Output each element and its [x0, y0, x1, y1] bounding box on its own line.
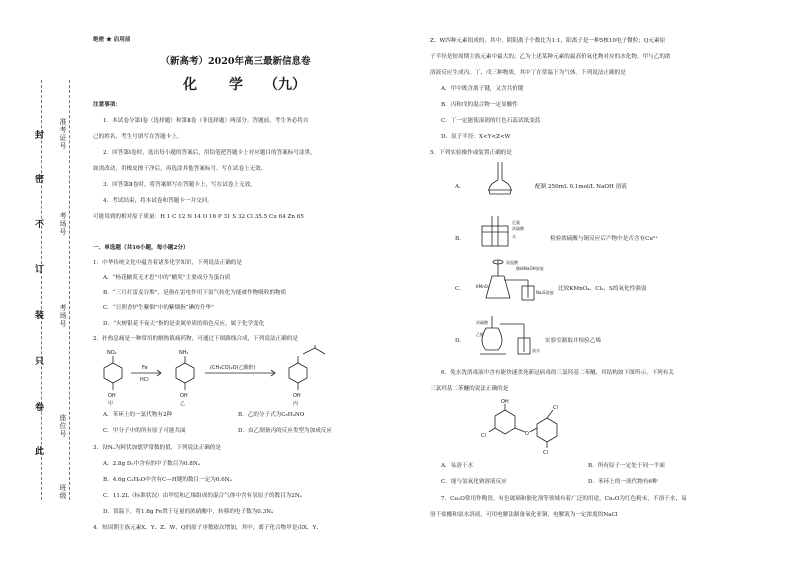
secret-mark: 绝密 ★ 启用前: [93, 37, 131, 43]
atom-label: O: [525, 431, 529, 437]
volumetric-flask-icon: [480, 160, 520, 200]
binding-char: 不: [35, 220, 45, 230]
ethylene-apparatus-icon: [476, 312, 546, 358]
question-line: 2．扑热息痛是一种常用的解热镇痛药物，可通过下图路线合成，下列说法正确的是: [93, 336, 298, 342]
notes-heading: 注意事项：: [93, 102, 121, 108]
option-line: C．丁一定能使湿润的红色石蕊试纸变蓝: [441, 118, 541, 124]
option-line: A．苯环上的一氯代物有2种: [103, 412, 173, 418]
option-letter: D．: [455, 338, 466, 344]
apparatus-label: 水: [512, 234, 516, 239]
synthesis-scheme: [93, 345, 383, 407]
question-line: Z、W四种元素组成的，其中，阴阳离子个数比为1:1，阳离子是一种5核10电子微粒；Q元素原: [430, 38, 666, 44]
binding-char: 订: [35, 265, 45, 275]
question-line: 4．短周期主族元素X、Y、Z、W、Q的原子序数依次增加，其中，离子化合物甲是由X、Y、: [93, 525, 322, 531]
option-line: A．甲中既含离子键，又含共价键: [441, 86, 524, 92]
substituent-label: NO₂: [107, 350, 117, 356]
field-label: 准考证号: [59, 118, 67, 150]
note-line: 3．回答第Ⅱ卷时，将答案填写在答题卡上，写在试卷上无效。: [103, 182, 256, 188]
atom-label: Cl: [481, 433, 486, 439]
binding-char: 只: [35, 357, 45, 367]
note-line: 4．考试结束，将本试卷和答题卡一并交回。: [103, 198, 213, 204]
option-line: C．能与氢氧化钠溶液反应: [441, 479, 507, 485]
apparatus-label: 浓硫酸: [512, 226, 524, 231]
option-text: 配制 250mL 0.1mol/L NaOH 溶液: [535, 184, 627, 190]
apparatus-label: 足量: [512, 220, 520, 225]
apparatus-label: KMnO₄: [476, 284, 490, 289]
option-line: C．“日照香炉生紫烟”中的紫烟指“碘的升华”: [103, 305, 214, 311]
binding-dash-right: [69, 80, 70, 500]
binding-char: 此: [35, 447, 45, 457]
note-line: 1．本试卷分第Ⅰ卷（选择题）和第Ⅱ卷（非选择题）两部分。答题前，考生务必将自: [103, 118, 309, 124]
question-line: 1．中华传统文化中蕴含着诸多化学知识，下列说法正确的是: [93, 260, 242, 266]
apparatus-label: 溴水: [532, 348, 540, 353]
compound-label: 甲: [108, 401, 114, 407]
reagent-label: Fe: [142, 365, 148, 371]
triclosan-structure: [475, 396, 585, 456]
binding-char: 封: [35, 131, 45, 141]
paper-title: （新高考）2020年高三最新信息卷: [160, 56, 311, 67]
option-line: B．4.6g C₂H₆O中含有C—H键的数目一定为0.6Nₐ: [103, 477, 232, 483]
question-line: 6．免水洗消毒液中含有能快速杀死新冠病毒的三氯羟基二苯醚，其结构如下图所示。下列有关: [441, 370, 674, 376]
atom-label: OH: [501, 399, 509, 405]
option-line: B．乙的分子式为C₈H₉NO: [238, 412, 305, 418]
question-line: 3．设Nₐ为阿伏加德罗常数的值，下列说法正确的是: [93, 445, 222, 451]
substituent-label: OH: [108, 393, 116, 399]
field-label: 座位号: [59, 414, 67, 438]
field-label: 考场号: [59, 304, 67, 328]
question-line: 溶于盐酸和氨水溶液，可用电解法制备氧化亚铜，电解液为一定浓度的NaCl: [430, 512, 618, 518]
subject-number: （九）: [264, 77, 306, 93]
gas-generation-apparatus-icon: [476, 258, 556, 304]
option-line: A．易溶于水: [441, 463, 474, 469]
question-line: 5．下列实验操作或装置正确的是: [430, 150, 512, 156]
option-line: A．2.8g D₂中含有的中子数目为0.8Nₐ: [103, 461, 200, 467]
binding-dash-left: [41, 80, 42, 500]
binding-char: 密: [35, 175, 45, 185]
option-line: B．“三月打雷麦谷堆”，是指在雷电作用下氮气转化为能被作物吸收的物质: [103, 290, 287, 296]
question-line: 子半径是短周期主族元素中最大的；乙为上述某种元素的最高价氧化物对应的水化物，甲与乙的浓: [430, 54, 671, 60]
note-line: 如需改动，用橡皮擦干净后，再选涂其他答案标号。写在试卷上无效。: [93, 166, 267, 172]
test-tube-apparatus-icon: [478, 212, 548, 252]
substituent-label: OH: [180, 393, 188, 399]
subject-char: 学: [229, 77, 243, 93]
apparatus-label: 浓盐酸: [506, 260, 518, 265]
note-line: 2．回答第Ⅰ卷时，选出每小题的答案后，用铅笔把答题卡上对应题目的答案标号涂黑，: [103, 150, 316, 156]
option-line: D．“火树银花不夜天”指的是金属单质的焰色反应，属于化学变化: [103, 321, 265, 327]
option-line: D．苯环上的一溴代物有6种: [588, 479, 658, 485]
option-line: D．常温下，将1.8g Fe置于足量的浓硝酸中，转移的电子数为0.3Nₐ: [103, 509, 274, 515]
field-label: 考场号: [59, 212, 67, 236]
option-line: B．所有原子一定处于同一平面: [588, 463, 665, 469]
option-text: 实验室制取并检验乙烯: [545, 338, 601, 344]
option-line: B．丙和戊的混合物一定显酸性: [441, 102, 518, 108]
option-letter: C．: [455, 286, 465, 292]
option-letter: B．: [455, 236, 465, 242]
binding-char: 装: [35, 311, 45, 321]
question-line: 三氯羟基二苯醚的说法正确的是: [430, 386, 509, 392]
reagent-label: (CH₃CO)₂O(乙酸酐): [210, 365, 256, 371]
apparatus-label: 乙醇: [476, 332, 484, 337]
atom-label: Cl: [543, 450, 548, 456]
reagent-label: HCl: [140, 377, 149, 383]
option-line: C．11.2L（标准状况）由甲烷和乙烯组成的混合气体中含有氢原子的数目为2Nₐ: [103, 493, 302, 499]
substituent-label: OH: [293, 393, 301, 399]
option-text: 检验浓硫酸与铜反应后产物中是否含有Cu²⁺: [550, 236, 659, 242]
apparatus-label: Na₂S溶液: [536, 290, 554, 295]
note-line: 己的姓名、考生号填写在答题卡上。: [93, 134, 183, 140]
binding-char: 卷: [35, 403, 45, 413]
option-text: 比较KMnO₄、Cl₂、S的氧化性强弱: [558, 286, 647, 292]
apparatus-label: 浓硫酸: [476, 320, 488, 325]
option-line: D．由乙制备丙的反应类型为加成反应: [238, 428, 332, 434]
substituent-label: NH₂: [179, 350, 189, 356]
compound-label: 丙: [293, 401, 299, 407]
atom-label: Cl: [553, 405, 558, 411]
atomic-mass-line: 可能用到的相对原子质量：H 1 C 12 N 14 O 16 P 31 S 32 Cl 35.5 Cu 64 Zn 65: [93, 214, 304, 220]
subject-char: 化: [183, 77, 197, 93]
question-line: 溶液反应生成丙、丁、戊三种物质，其中丁在常温下为气体。下列说法正确的是: [430, 70, 626, 76]
option-line: A．“杨花榆荚无才思”中的“榆荚”主要成分为蛋白质: [103, 275, 231, 281]
option-letter: A．: [455, 184, 465, 190]
field-label: 班级: [59, 484, 67, 500]
option-line: D．原子半径：X<Y<Z<W: [441, 134, 511, 140]
section-heading: 一、单选题（共10小题，每小题2分）: [93, 245, 189, 251]
apparatus-label: 稀释NaOH溶液: [516, 266, 544, 271]
question-line: 7．Cu₂O常用作陶瓷、有色玻璃和催化剂等领域有着广泛的用途，Cu₂O为红色粉末，不溶于水，易: [441, 496, 687, 502]
compound-label: 乙: [180, 401, 186, 407]
option-line: C．甲分子中的所有原子可能共面: [103, 428, 186, 434]
